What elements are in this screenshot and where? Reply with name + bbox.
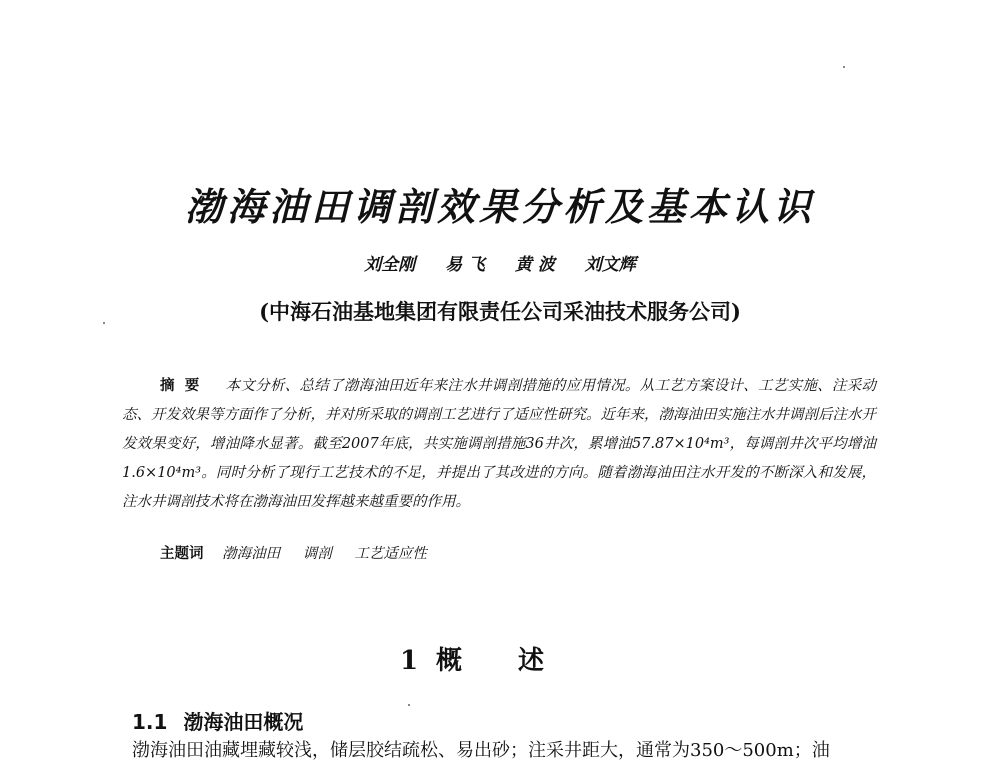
- author: 刘全刚: [364, 255, 416, 275]
- keyword: 调剖: [302, 546, 332, 562]
- author: 黄 波: [514, 255, 555, 275]
- abstract-text: 本文分析、总结了渤海油田近年来注水井调剖措施的应用情况。从工艺方案设计、工艺实施、注采动态、开发效果等方面作了分析，并对所采取的调剖工艺进行了适应性研究。近年来，渤海油田实施注水井调剖后注水开发效果变好，增油降水显著。截至2007年底，共实施调剖措施36井次，累增油57.87×10⁴m³，每调剖井次平均增油1.6×10⁴m³。同时分析了现行工艺技术的不足，并提出了其改进的方向。随着渤海油田注水开发的不断深入和发展，注水井调剖技术将在渤海油田发挥越来越重要的作用。: [122, 378, 876, 510]
- section-number: 1: [399, 646, 419, 676]
- author: 易 飞: [445, 255, 486, 275]
- scan-speck: [843, 66, 845, 68]
- paper-title: 渤海油田调剖效果分析及基本认识: [184, 184, 815, 229]
- subsection-heading: [132, 706, 303, 735]
- author: 刘文辉: [584, 255, 636, 275]
- scan-speck: [408, 704, 410, 706]
- section-heading: [0, 640, 1000, 677]
- affiliation: (中海石油基地集团有限责任公司采油技术服务公司): [259, 299, 741, 324]
- body-paragraph: 渤海油田油藏埋藏较浅，储层胶结疏松、易出砂；注采井距大，通常为350～500m；油: [132, 740, 830, 761]
- subsection-number: 1.1: [132, 710, 168, 734]
- keywords: [160, 542, 445, 563]
- author-list: [0, 250, 1000, 275]
- subsection-title: 渤海油田概况: [183, 710, 304, 734]
- abstract-label: 摘要: [160, 377, 210, 394]
- keyword: 工艺适应性: [354, 546, 427, 562]
- scan-speck: [103, 322, 105, 324]
- keywords-label: 主题词: [160, 545, 204, 562]
- keyword: 渤海油田: [222, 546, 281, 562]
- section-title: 概述: [436, 646, 601, 676]
- abstract: [122, 371, 876, 517]
